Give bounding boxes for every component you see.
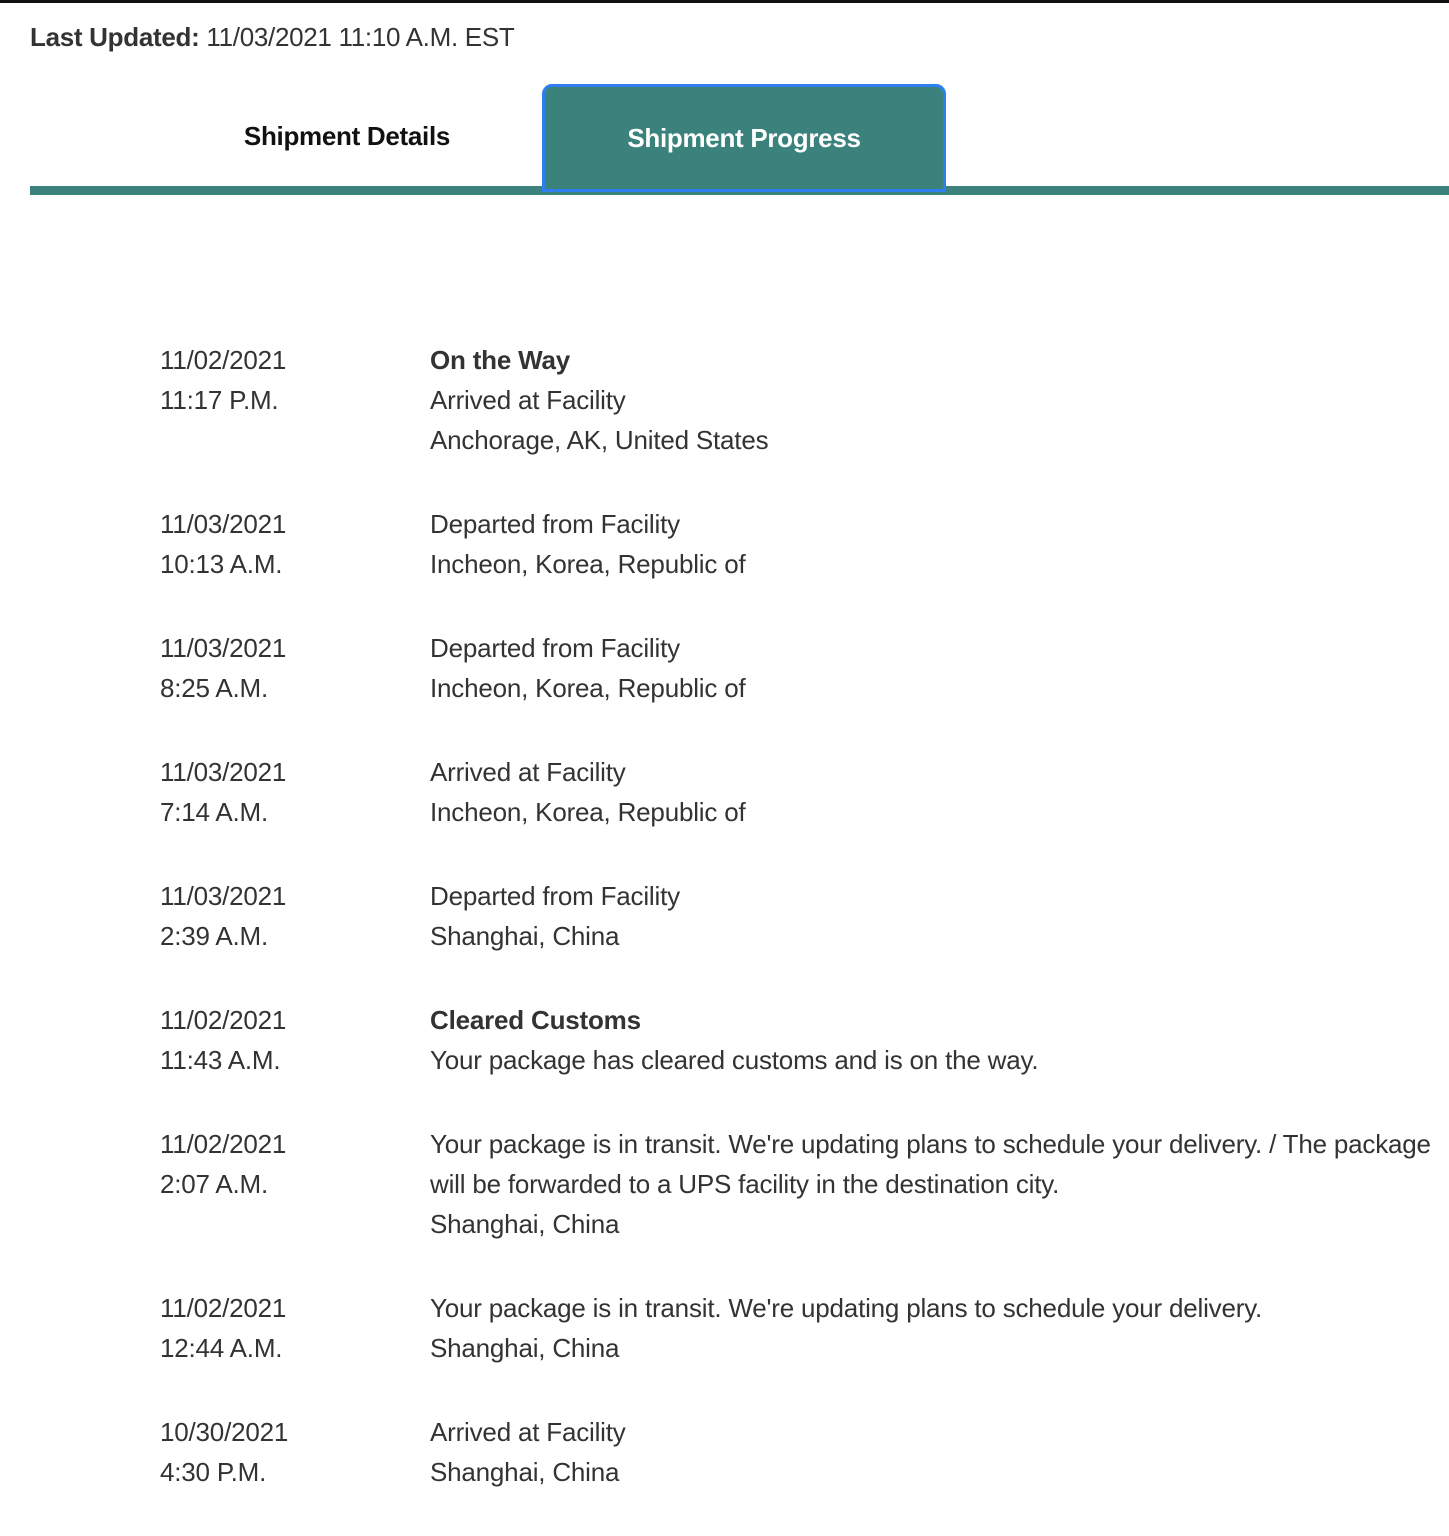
event-description (430, 1412, 1440, 1492)
event-time: 2:39 A.M. (160, 921, 269, 951)
event-description (430, 1000, 1440, 1080)
progress-event (160, 340, 1440, 460)
progress-event (160, 1288, 1440, 1368)
event-activity: Your package has cleared customs and is on the way. (430, 1045, 1039, 1075)
event-date: 10/30/2021 (160, 1417, 289, 1447)
event-activity: Your package is in transit. We're updating plans to schedule your delivery. / The package will be forwarded to a UPS facility in the destination city. (430, 1129, 1431, 1199)
event-timestamp (160, 1288, 430, 1368)
event-activity: Departed from Facility (430, 509, 680, 539)
event-date: 11/02/2021 (160, 1005, 287, 1035)
event-location: Incheon, Korea, Republic of (430, 549, 746, 579)
event-date: 11/02/2021 (160, 345, 287, 375)
event-status-title: Cleared Customs (430, 1005, 641, 1035)
last-updated-label: Last Updated: (30, 22, 200, 52)
event-activity: Departed from Facility (430, 633, 680, 663)
event-timestamp (160, 504, 430, 584)
event-time: 8:25 A.M. (160, 673, 269, 703)
progress-event (160, 876, 1440, 956)
event-timestamp (160, 1000, 430, 1080)
event-timestamp (160, 1124, 430, 1244)
event-location: Incheon, Korea, Republic of (430, 673, 746, 703)
event-description (430, 752, 1440, 832)
event-date: 11/03/2021 (160, 509, 287, 539)
event-time: 11:17 P.M. (160, 385, 279, 415)
event-location: Shanghai, China (430, 1333, 620, 1363)
event-description (430, 628, 1440, 708)
event-status-title: On the Way (430, 345, 571, 375)
event-timestamp (160, 752, 430, 832)
event-time: 11:43 A.M. (160, 1045, 281, 1075)
event-activity: Arrived at Facility (430, 757, 626, 787)
event-description (430, 1288, 1440, 1368)
event-date: 11/03/2021 (160, 881, 287, 911)
event-activity: Your package is in transit. We're updating plans to schedule your delivery. (430, 1293, 1263, 1323)
event-time: 7:14 A.M. (160, 797, 269, 827)
event-time: 12:44 A.M. (160, 1333, 283, 1363)
event-location: Shanghai, China (430, 1209, 620, 1239)
last-updated-value: 11/03/2021 11:10 A.M. EST (206, 22, 515, 52)
event-timestamp (160, 876, 430, 956)
progress-event (160, 1124, 1440, 1244)
event-location: Anchorage, AK, United States (430, 425, 769, 455)
event-time: 10:13 A.M. (160, 549, 283, 579)
event-description (430, 504, 1440, 584)
progress-event (160, 1000, 1440, 1080)
event-date: 11/02/2021 (160, 1293, 287, 1323)
tab-strip (30, 84, 1449, 196)
tab-shipment-details[interactable]: Shipment Details (243, 120, 451, 151)
last-updated (30, 22, 514, 53)
event-location: Incheon, Korea, Republic of (430, 797, 746, 827)
event-activity: Departed from Facility (430, 881, 680, 911)
shipment-progress-list (160, 340, 1440, 1536)
event-location: Shanghai, China (430, 921, 620, 951)
event-location: Shanghai, China (430, 1457, 620, 1487)
event-time: 4:30 P.M. (160, 1457, 267, 1487)
event-timestamp (160, 340, 430, 460)
event-activity: Arrived at Facility (430, 385, 626, 415)
top-border (0, 0, 1449, 3)
progress-event (160, 1412, 1440, 1492)
event-time: 2:07 A.M. (160, 1169, 269, 1199)
event-date: 11/02/2021 (160, 1129, 287, 1159)
event-description (430, 1124, 1440, 1244)
event-timestamp (160, 628, 430, 708)
progress-event (160, 752, 1440, 832)
progress-event (160, 504, 1440, 584)
event-timestamp (160, 1412, 430, 1492)
event-activity: Arrived at Facility (430, 1417, 626, 1447)
event-date: 11/03/2021 (160, 633, 287, 663)
event-date: 11/03/2021 (160, 757, 287, 787)
event-description (430, 876, 1440, 956)
event-description (430, 340, 1440, 460)
progress-event (160, 628, 1440, 708)
tab-shipment-progress[interactable]: Shipment Progress (542, 84, 946, 192)
